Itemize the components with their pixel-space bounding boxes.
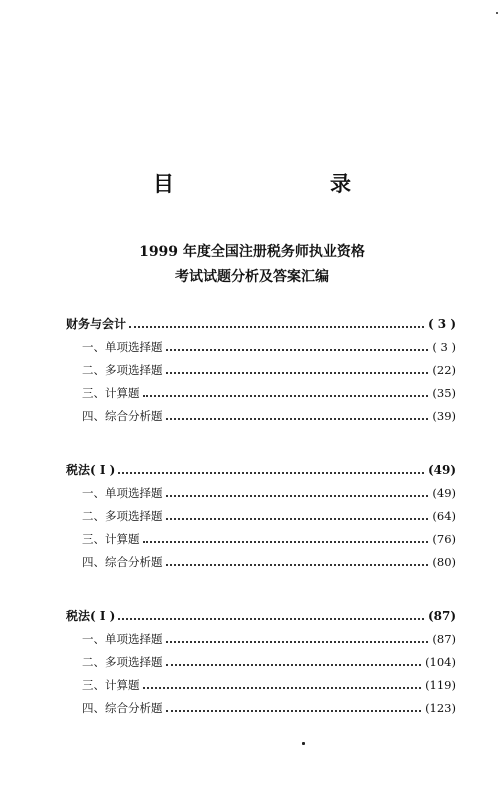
- toc-page-number: (119): [425, 677, 456, 692]
- toc-page-number: (64): [432, 508, 456, 523]
- leader-dots: [166, 494, 429, 497]
- toc-page-number: (49): [427, 462, 456, 477]
- toc-item[interactable]: [0, 650, 504, 673]
- toc-page-number: ( 3 ): [432, 339, 456, 354]
- toc-heading-label: 税法( I ): [66, 609, 116, 623]
- toc-item-label: 四、综合分析题: [82, 408, 163, 423]
- toc-page-number: (87): [427, 608, 456, 623]
- toc-item-label: 一、单项选择题: [82, 485, 163, 500]
- table-of-contents: [0, 312, 504, 750]
- toc-section-finance: [0, 312, 504, 427]
- leader-dots: [166, 417, 429, 420]
- toc-item[interactable]: [0, 550, 504, 573]
- scan-speck: [302, 742, 305, 745]
- toc-item[interactable]: [0, 481, 504, 504]
- toc-page-number: (87): [432, 631, 456, 646]
- toc-item[interactable]: [0, 504, 504, 527]
- toc-item[interactable]: [0, 673, 504, 696]
- leader-dots: [166, 563, 429, 566]
- leader-dots: [118, 471, 424, 474]
- toc-section-tax-law-1: [0, 458, 504, 573]
- toc-page-number: (76): [432, 531, 456, 546]
- toc-item[interactable]: [0, 335, 504, 358]
- toc-heading[interactable]: [0, 458, 504, 481]
- toc-item-label: 三、计算题: [82, 677, 140, 692]
- toc-item[interactable]: [0, 527, 504, 550]
- toc-item-label: 四、综合分析题: [82, 700, 163, 715]
- subtitle-line-1: 1999 年度全国注册税务师执业资格: [139, 244, 365, 260]
- leader-dots: [129, 325, 424, 328]
- leader-dots: [166, 640, 429, 643]
- toc-item-label: 三、计算题: [82, 385, 140, 400]
- leader-dots: [143, 394, 429, 397]
- subtitle-line-2: 考试试题分析及答案汇编: [175, 269, 329, 285]
- toc-item[interactable]: [0, 358, 504, 381]
- toc-heading[interactable]: [0, 312, 504, 335]
- toc-page-number: (35): [432, 385, 456, 400]
- scan-speck: [496, 12, 498, 14]
- leader-dots: [143, 686, 422, 689]
- toc-item[interactable]: [0, 404, 504, 427]
- toc-page-number: (80): [432, 554, 456, 569]
- toc-page-number: (49): [432, 485, 456, 500]
- toc-item[interactable]: [0, 381, 504, 404]
- toc-item[interactable]: [0, 627, 504, 650]
- toc-heading-label: 财务与会计: [66, 317, 127, 331]
- toc-heading[interactable]: [0, 604, 504, 627]
- toc-heading-label: 税法( I ): [66, 463, 116, 477]
- toc-item-label: 一、单项选择题: [82, 339, 163, 354]
- toc-item-label: 三、计算题: [82, 531, 140, 546]
- toc-page-number: ( 3 ): [427, 316, 456, 331]
- toc-item-label: 四、综合分析题: [82, 554, 163, 569]
- toc-page-number: (104): [425, 654, 456, 669]
- toc-section-tax-law-2: [0, 604, 504, 719]
- leader-dots: [118, 617, 424, 620]
- toc-page-number: (123): [425, 700, 456, 715]
- toc-item[interactable]: [0, 696, 504, 719]
- toc-item-label: 二、多项选择题: [82, 508, 163, 523]
- leader-dots: [166, 371, 429, 374]
- toc-item-label: 二、多项选择题: [82, 362, 163, 377]
- toc-page-number: (39): [432, 408, 456, 423]
- page-title: 目 录: [153, 171, 389, 196]
- toc-page-number: (22): [432, 362, 456, 377]
- leader-dots: [143, 540, 429, 543]
- toc-item-label: 二、多项选择题: [82, 654, 163, 669]
- toc-item-label: 一、单项选择题: [82, 631, 163, 646]
- leader-dots: [166, 709, 422, 712]
- leader-dots: [166, 663, 422, 666]
- leader-dots: [166, 348, 429, 351]
- leader-dots: [166, 517, 429, 520]
